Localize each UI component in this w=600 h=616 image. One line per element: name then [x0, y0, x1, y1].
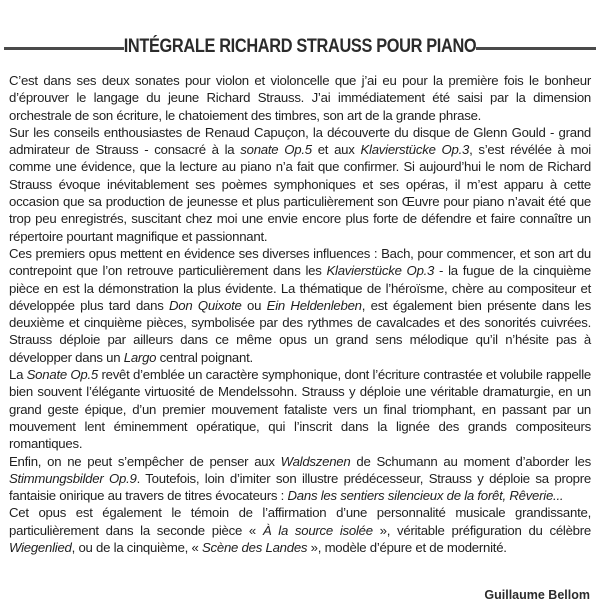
text-run: », véritable préfiguration du célèbre [372, 522, 591, 538]
text-run: C’est dans ses deux sonates pour violon et violoncelle que j’ai eu pour la première fois le bonheur d’éprouver le langage du jeune Richard Strauss. J’ai immédiatement été saisi par la dimension orchestrale de son écriture, le chatoiement des timbres, son art de la grande phrase. [9, 73, 591, 123]
italic-text: Waldszenen [280, 453, 351, 469]
text-run: revêt d’emblée un caractère symphonique, dont l’écriture contrastée et volubile rappelle bien souvent l’élégante virtuosité de Mendelssohn. Strauss y déploie une véritable dramaturgie, en un grand geste épique, d’un premier mouvement fataliste vers un final triomphant, en passant par un mouvement lent éminemment opératique, qui l’inscrit dans la lignée des grands compositeurs romantiques. [9, 367, 591, 452]
italic-text: Don Quixote [169, 297, 242, 313]
italic-text: Scène des Landes [202, 540, 308, 556]
italic-text: Stimmungsbilder Op.9 [9, 470, 137, 486]
text-run: Ces premiers opus mettent en évidence ses diverses influences : Bach, pour commencer, et son art du contrepoint que l’on retrouve particulièrement dans les [9, 245, 591, 279]
italic-text: sonate Op.5 [240, 142, 312, 158]
text-run: et aux [311, 142, 361, 158]
italic-text: Wiegenlied [9, 540, 72, 556]
paragraph [9, 245, 591, 366]
text-run: central poignant. [156, 349, 253, 365]
author-signature: Guillaume Bellom [484, 588, 590, 602]
text-run: . Toutefois, loin d’imiter son illustre prédécesseur, Strauss y déploie sa propre fantaisie onirique au travers de titres évocateurs : [9, 470, 591, 504]
text-run: ou [241, 297, 267, 313]
page-title: INTÉGRALE RICHARD STRAUSS POUR PIANO [123, 36, 477, 57]
article-body [9, 72, 591, 556]
paragraph [9, 504, 591, 556]
paragraph [9, 124, 591, 245]
text-run: de Schumann au moment d’aborder les [350, 453, 591, 469]
title-bar [0, 33, 600, 61]
text-run: , est également bien présente dans les deuxième et cinquième pièces, symbolisée par des rythmes de cavalcades et des sonorités cuivrées. Strauss déploie par ailleurs dans ce même opus un grand sens mélodique qu’il n’hésite pas à développer dans un [9, 297, 591, 365]
text-run: , ou de la cinquième, « [71, 540, 202, 556]
paragraph [9, 366, 591, 452]
italic-text: Sonate Op.5 [26, 367, 98, 383]
italic-text: Dans les sentiers silencieux de la forêt, Rêverie... [287, 488, 564, 504]
italic-text: À la source isolée [262, 522, 373, 538]
text-run: - la fugue de la cinquième pièce en est la démonstration la plus évidente. La thématique de l’héroïsme, chère au compositeur et développée plus tard dans [9, 263, 591, 313]
text-run: Sur les conseils enthousiastes de Renaud Capuçon, la découverte du disque de Glenn Gould - grand admirateur de Strauss - consacré à la [9, 124, 591, 158]
text-run: Cet opus est également le témoin de l’affirmation d’une personnalité musicale grandissante, particulièrement dans la seconde pièce « [9, 505, 591, 538]
italic-text: Klavierstücke Op.3 [326, 263, 435, 279]
text-run: Enfin, on ne peut s’empêcher de penser aux [9, 453, 281, 469]
text-run: , s’est révélée à moi comme une évidence, que la lecture au piano n’a fait que confirmer. Si aujourd’hui le nom de Richard Strauss évoque inévitablement ses poèmes symphoniques et ses opéras, il m’est apparu à cette occasion que sa production de jeunesse et plus particulièrement son Œuvre pour piano n’avait été que trop peu enregistrés, suscitant chez moi une envie encore plus forte de défendre et faire connaître un répertoire pourtant magnifique et passionnant. [9, 142, 591, 244]
paragraph [9, 453, 591, 505]
paragraph [9, 72, 591, 124]
italic-text: Largo [123, 349, 157, 365]
italic-text: Ein Heldenleben [266, 297, 362, 313]
text-run: », modèle d’épure et de modernité. [307, 540, 507, 556]
italic-text: Klavierstücke Op.3 [360, 142, 470, 158]
text-run: La [9, 367, 27, 383]
title-rule-right [476, 47, 596, 50]
